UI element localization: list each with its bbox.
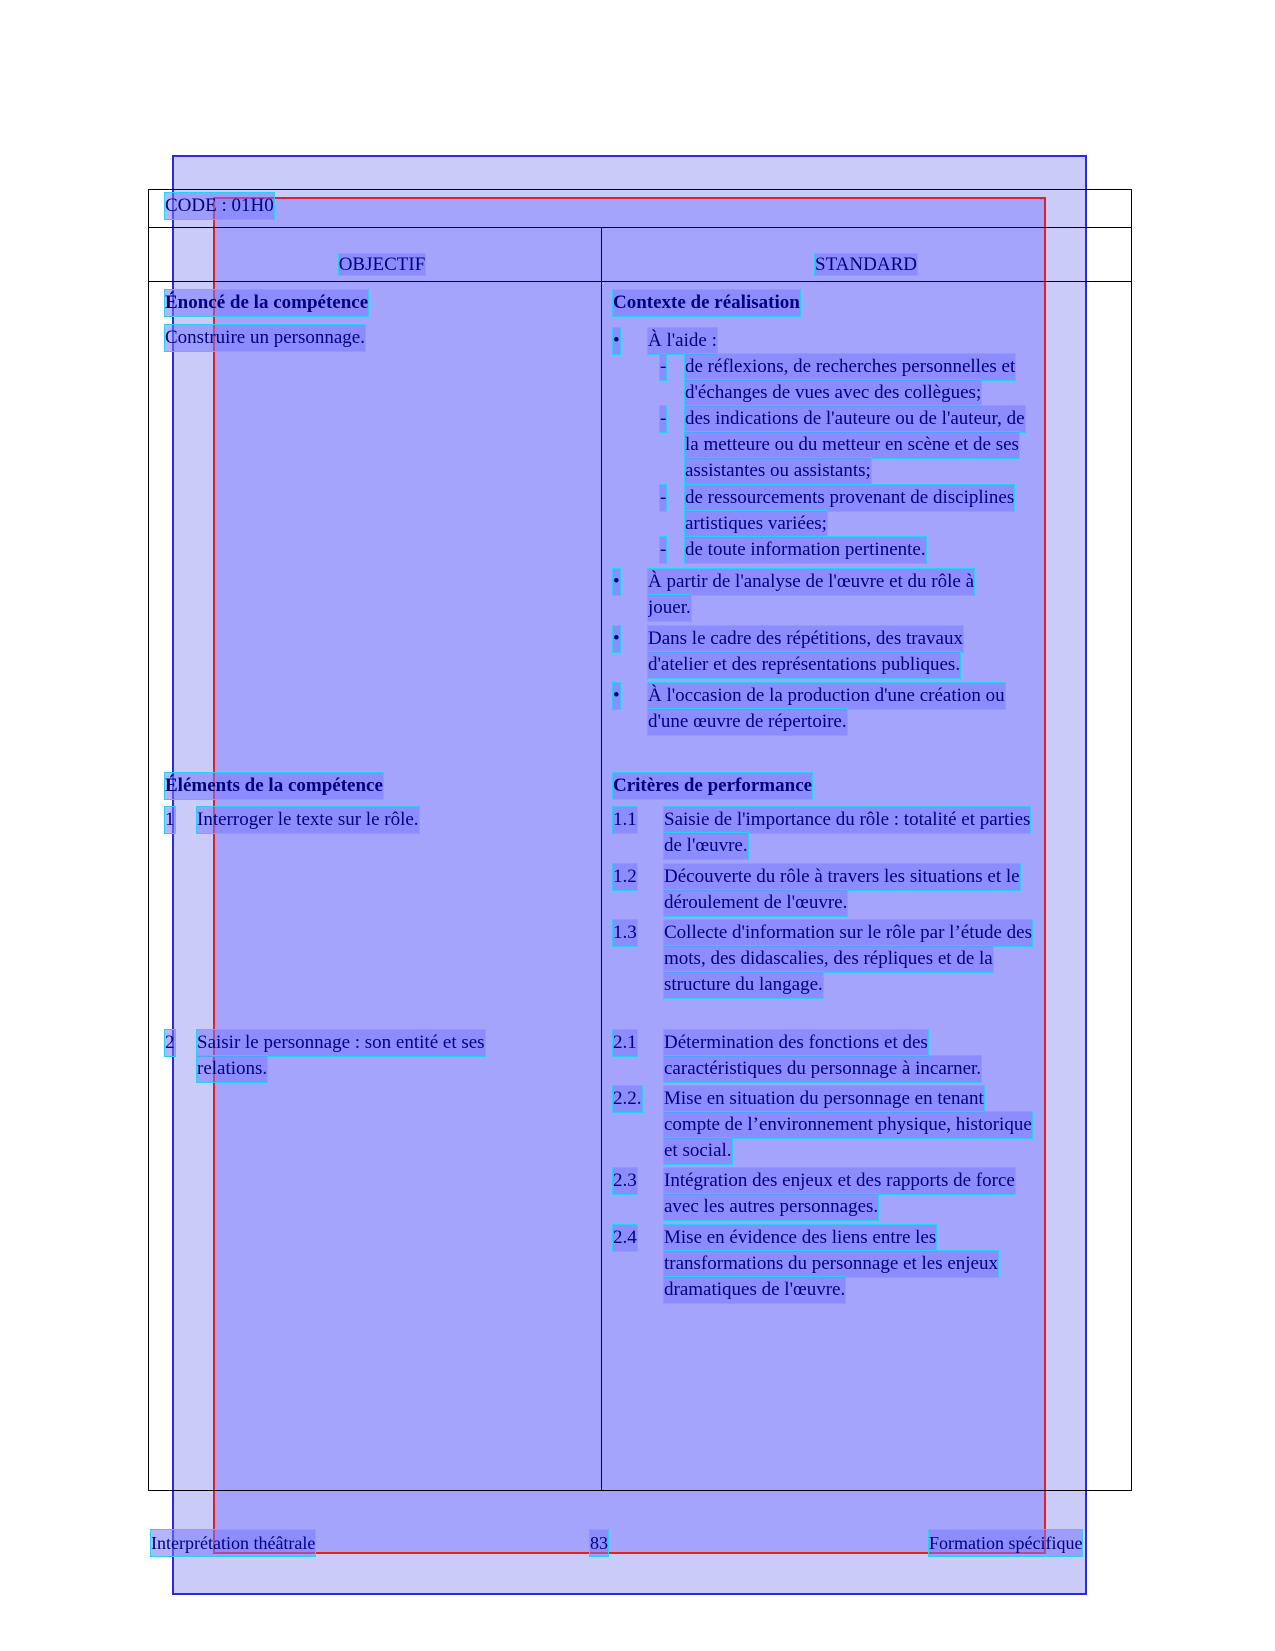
bullet-marker: • [613,328,620,354]
dash-marker: - [660,406,666,432]
aide-label: À l'aide : [648,328,717,354]
sub-item-text: de toute information pertinente. [685,537,926,563]
sub-item-text: de réflexions, de recherches personnelles et [685,354,1015,380]
context-item-text: d'atelier et des représentations publiques. [648,652,960,678]
header-objectif-label: OBJECTIF [338,254,426,275]
footer-page-number: 83 [590,1530,608,1556]
criterion-text: avec les autres personnages. [664,1194,878,1220]
rule-header [148,281,1132,282]
context-item-text: À partir de l'analyse de l'œuvre et du rôle à [648,569,974,595]
enonce-text: Construire un personnage. [165,325,365,351]
dash-marker: - [660,354,666,380]
criterion-text: transformations du personnage et les enjeux [664,1251,998,1277]
element-text: relations. [197,1056,267,1082]
enonce-title: Énoncé de la compétence [165,290,368,316]
contexte-title: Contexte de réalisation [613,290,800,316]
sub-item-text: d'échanges de vues avec des collègues; [685,380,981,406]
bullet-marker: • [613,569,620,595]
criterion-text: Mise en évidence des liens entre les [664,1225,936,1251]
criterion-text: Mise en situation du personnage en tenant [664,1086,984,1112]
element-text: Saisir le personnage : son entité et ses [197,1030,485,1056]
criterion-text: Intégration des enjeux et des rapports de force [664,1168,1015,1194]
criterion-number: 1.2 [613,864,637,890]
criterion-number: 2.3 [613,1168,637,1194]
criterion-number: 2.2. [613,1086,642,1112]
criterion-text: Découverte du rôle à travers les situations et le [664,864,1020,890]
elements-title: Éléments de la compétence [165,773,383,799]
element-number: 1 [165,807,175,833]
page-frame [148,189,1132,1491]
context-item-text: Dans le cadre des répétitions, des travaux [648,626,963,652]
criterion-text: dramatiques de l'œuvre. [664,1277,845,1303]
criterion-number: 1.1 [613,807,637,833]
context-item-text: jouer. [648,595,691,621]
criterion-text: de l'œuvre. [664,833,748,859]
dash-marker: - [660,537,666,563]
sub-item-text: la metteure ou du metteur en scène et de ses [685,432,1019,458]
column-divider [601,228,602,1490]
context-item-text: À l'occasion de la production d'une création ou [648,683,1005,709]
sub-item-text: des indications de l'auteure ou de l'auteur, de [685,406,1025,432]
criterion-text: Collecte d'information sur le rôle par l’étude des [664,920,1032,946]
criterion-number: 2.4 [613,1225,637,1251]
criterion-text: et social. [664,1138,732,1164]
sub-item-text: artistiques variées; [685,511,827,537]
criterion-text: Saisie de l'importance du rôle : totalité et parties [664,807,1030,833]
dash-marker: - [660,485,666,511]
criteres-title: Critères de performance [613,773,812,799]
sub-item-text: assistantes ou assistants; [685,458,871,484]
element-text: Interroger le texte sur le rôle. [197,807,419,833]
sub-item-text: de ressourcements provenant de disciplines [685,485,1014,511]
rule-code [148,227,1132,228]
header-standard-label: STANDARD [815,254,917,275]
criterion-number: 2.1 [613,1030,637,1056]
header-standard [606,252,1126,278]
criterion-text: structure du langage. [664,972,823,998]
bullet-marker: • [613,683,620,709]
footer-right: Formation spécifique [929,1530,1082,1556]
bullet-marker: • [613,626,620,652]
criterion-text: déroulement de l'œuvre. [664,890,847,916]
context-item-text: d'une œuvre de répertoire. [648,709,847,735]
element-number: 2 [165,1030,175,1056]
code-label: CODE : 01H0 [165,193,274,219]
criterion-text: compte de l’environnement physique, historique [664,1112,1032,1138]
header-objectif [165,252,599,278]
criterion-text: Détermination des fonctions et des [664,1030,928,1056]
footer-left: Interprétation théâtrale [151,1530,315,1556]
criterion-number: 1.3 [613,920,637,946]
criterion-text: mots, des didascalies, des répliques et de la [664,946,993,972]
criterion-text: caractéristiques du personnage à incarner. [664,1056,981,1082]
